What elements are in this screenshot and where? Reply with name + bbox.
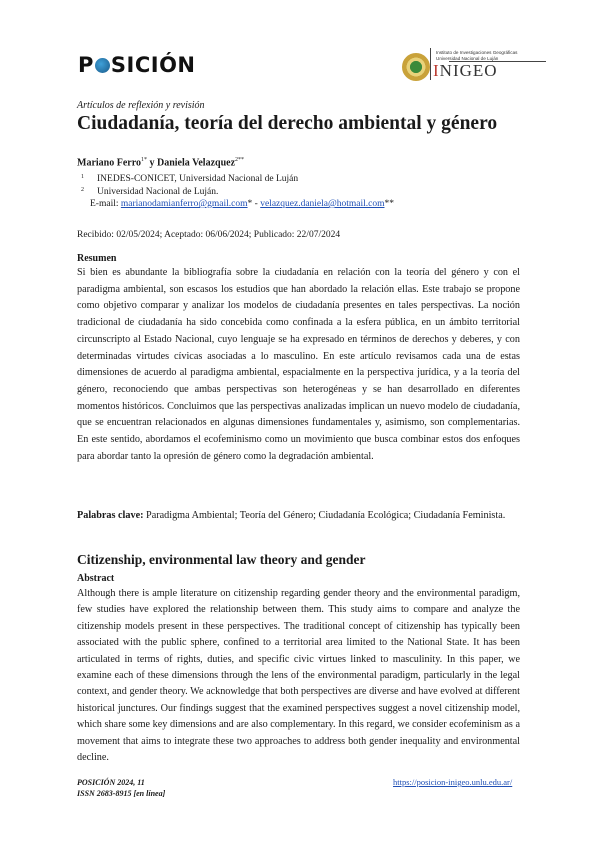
university-name: Universidad Nacional de Luján [436, 56, 499, 61]
english-title: Citizenship, environmental law theory and gender [77, 552, 366, 567]
affiliation-2-number: 2 [81, 187, 84, 193]
logo-letter-p: P [78, 53, 94, 77]
author-join: y [146, 157, 157, 169]
author-1-mark: 1* [140, 157, 147, 163]
affiliation-2-text: Universidad Nacional de Luján. [97, 187, 219, 197]
email-2-mark: ** [384, 199, 394, 209]
abstract-heading: Abstract [77, 573, 115, 584]
journal-logo [78, 53, 196, 77]
publication-dates: Recibido: 02/05/2024; Aceptado: 06/06/2024; Publicado: 22/07/2024 [77, 230, 341, 240]
institute-logo [430, 48, 546, 80]
footer-journal [77, 777, 165, 799]
email-link-2[interactable]: velazquez.daniela@hotmail.com [260, 199, 385, 209]
keywords [77, 508, 520, 524]
issn: ISSN 2683-8915 [en línea] [77, 789, 166, 798]
acronym-rest: NIGEO [439, 61, 498, 80]
globe-icon [95, 58, 110, 73]
affiliation-1-text: INEDES-CONICET, Universidad Nacional de Luján [97, 174, 299, 184]
resumen-text: Si bien es abundante la bibliografía sobre la ciudadanía en relación con la teoría del género y con el paradigma ambiental, son escasos los estudios que han abordado la relación ellas. Este trabajo se propone como objetivo comparar y analizar los modelos de ciudadanía presentes en tales perspectivas. La noción tradicional de ciudadanía ha sido concebida como confinada a la esfera pública, en un ámbito territorial circunscripto al Estado Nacional, cuyo lenguaje se ha expresado en términos de derechos y deberes, y con determinadas virtudes cívicas asociadas a lo masculino. En este artículo revisamos cada una de estas dimensiones de acuerdo al paradigma ambiental, espacialmente en la perspectiva jurídica, y a la teoría del género, reconociendo que ambas perspectivas son heterogéneas y se han desarrollado en diferentes momentos históricos. Concluimos que las perspectivas analizadas implican un nuevo modelo de ciudadanía, que se encuentran relacionados en algunas dimensiones fundamentales y, asimismo, son complementarias. En este sentido, abordamos el ecofeminismo como un movimiento que busca combinar estos dos enfoques para abordar tanto la opresión de género como la degradación ambiental. [77, 267, 520, 462]
abstract-text: Although there is ample literature on citizenship regarding gender theory and the environmental paradigm, few studies have explored the relationship between them. This study aims to compare and analyze the citizenship models present in these perspectives. The traditional concept of citizenship has typically been associated with the public sphere, confined to a territorial area limited to the National State. It has been articulated in terms of rights, duties, and specific civic virtues linked to masculinity. In this paper, we examine each of these dimensions through the lens of the environmental paradigm, particularly in the legal context, and gender theory. We acknowledge that both perspectives are diverse and have evolved at different historical junctures. Our findings suggest that the examined perspectives suggest a novel citizenship model, which share some key dimensions and are also complementary. In this regard, we consider ecofeminism as a movement that aims to integrate these two approaches to address both gender inequality and environmental decline. [77, 588, 520, 764]
journal-url-link[interactable]: https://posicion-inigeo.unlu.edu.ar/ [393, 777, 513, 787]
email-link-1[interactable]: marianodamianferro@gmail.com [120, 199, 248, 209]
institute-acronym [433, 61, 498, 81]
acronym-initial: I [433, 61, 440, 80]
affiliation-1-number: 1 [81, 174, 84, 180]
journal-issue: POSICIÓN 2024, 11 [77, 778, 145, 787]
author-2-mark: 2** [235, 157, 245, 163]
email-1-mark: * - [247, 199, 261, 209]
article-title: Ciudadanía, teoría del derecho ambiental y género [77, 113, 498, 134]
resumen-heading: Resumen [77, 253, 117, 264]
institute-name: Instituto de Investigaciones Geográficas [436, 50, 518, 55]
email-label: E-mail: [90, 199, 121, 209]
author-1: Mariano Ferro [77, 157, 141, 169]
university-seal-icon [402, 53, 430, 81]
authors [77, 157, 244, 168]
author-2: Daniela Velazquez [156, 157, 236, 169]
keywords-label: Palabras clave: [77, 510, 144, 521]
section-label: Artículos de reflexión y revisión [77, 100, 205, 111]
keywords-text: Paradigma Ambiental; Teoría del Género; Ciudadanía Ecológica; Ciudadanía Feminista. [143, 510, 506, 521]
emails [90, 199, 394, 209]
logo-letters: SICIÓN [110, 53, 196, 77]
